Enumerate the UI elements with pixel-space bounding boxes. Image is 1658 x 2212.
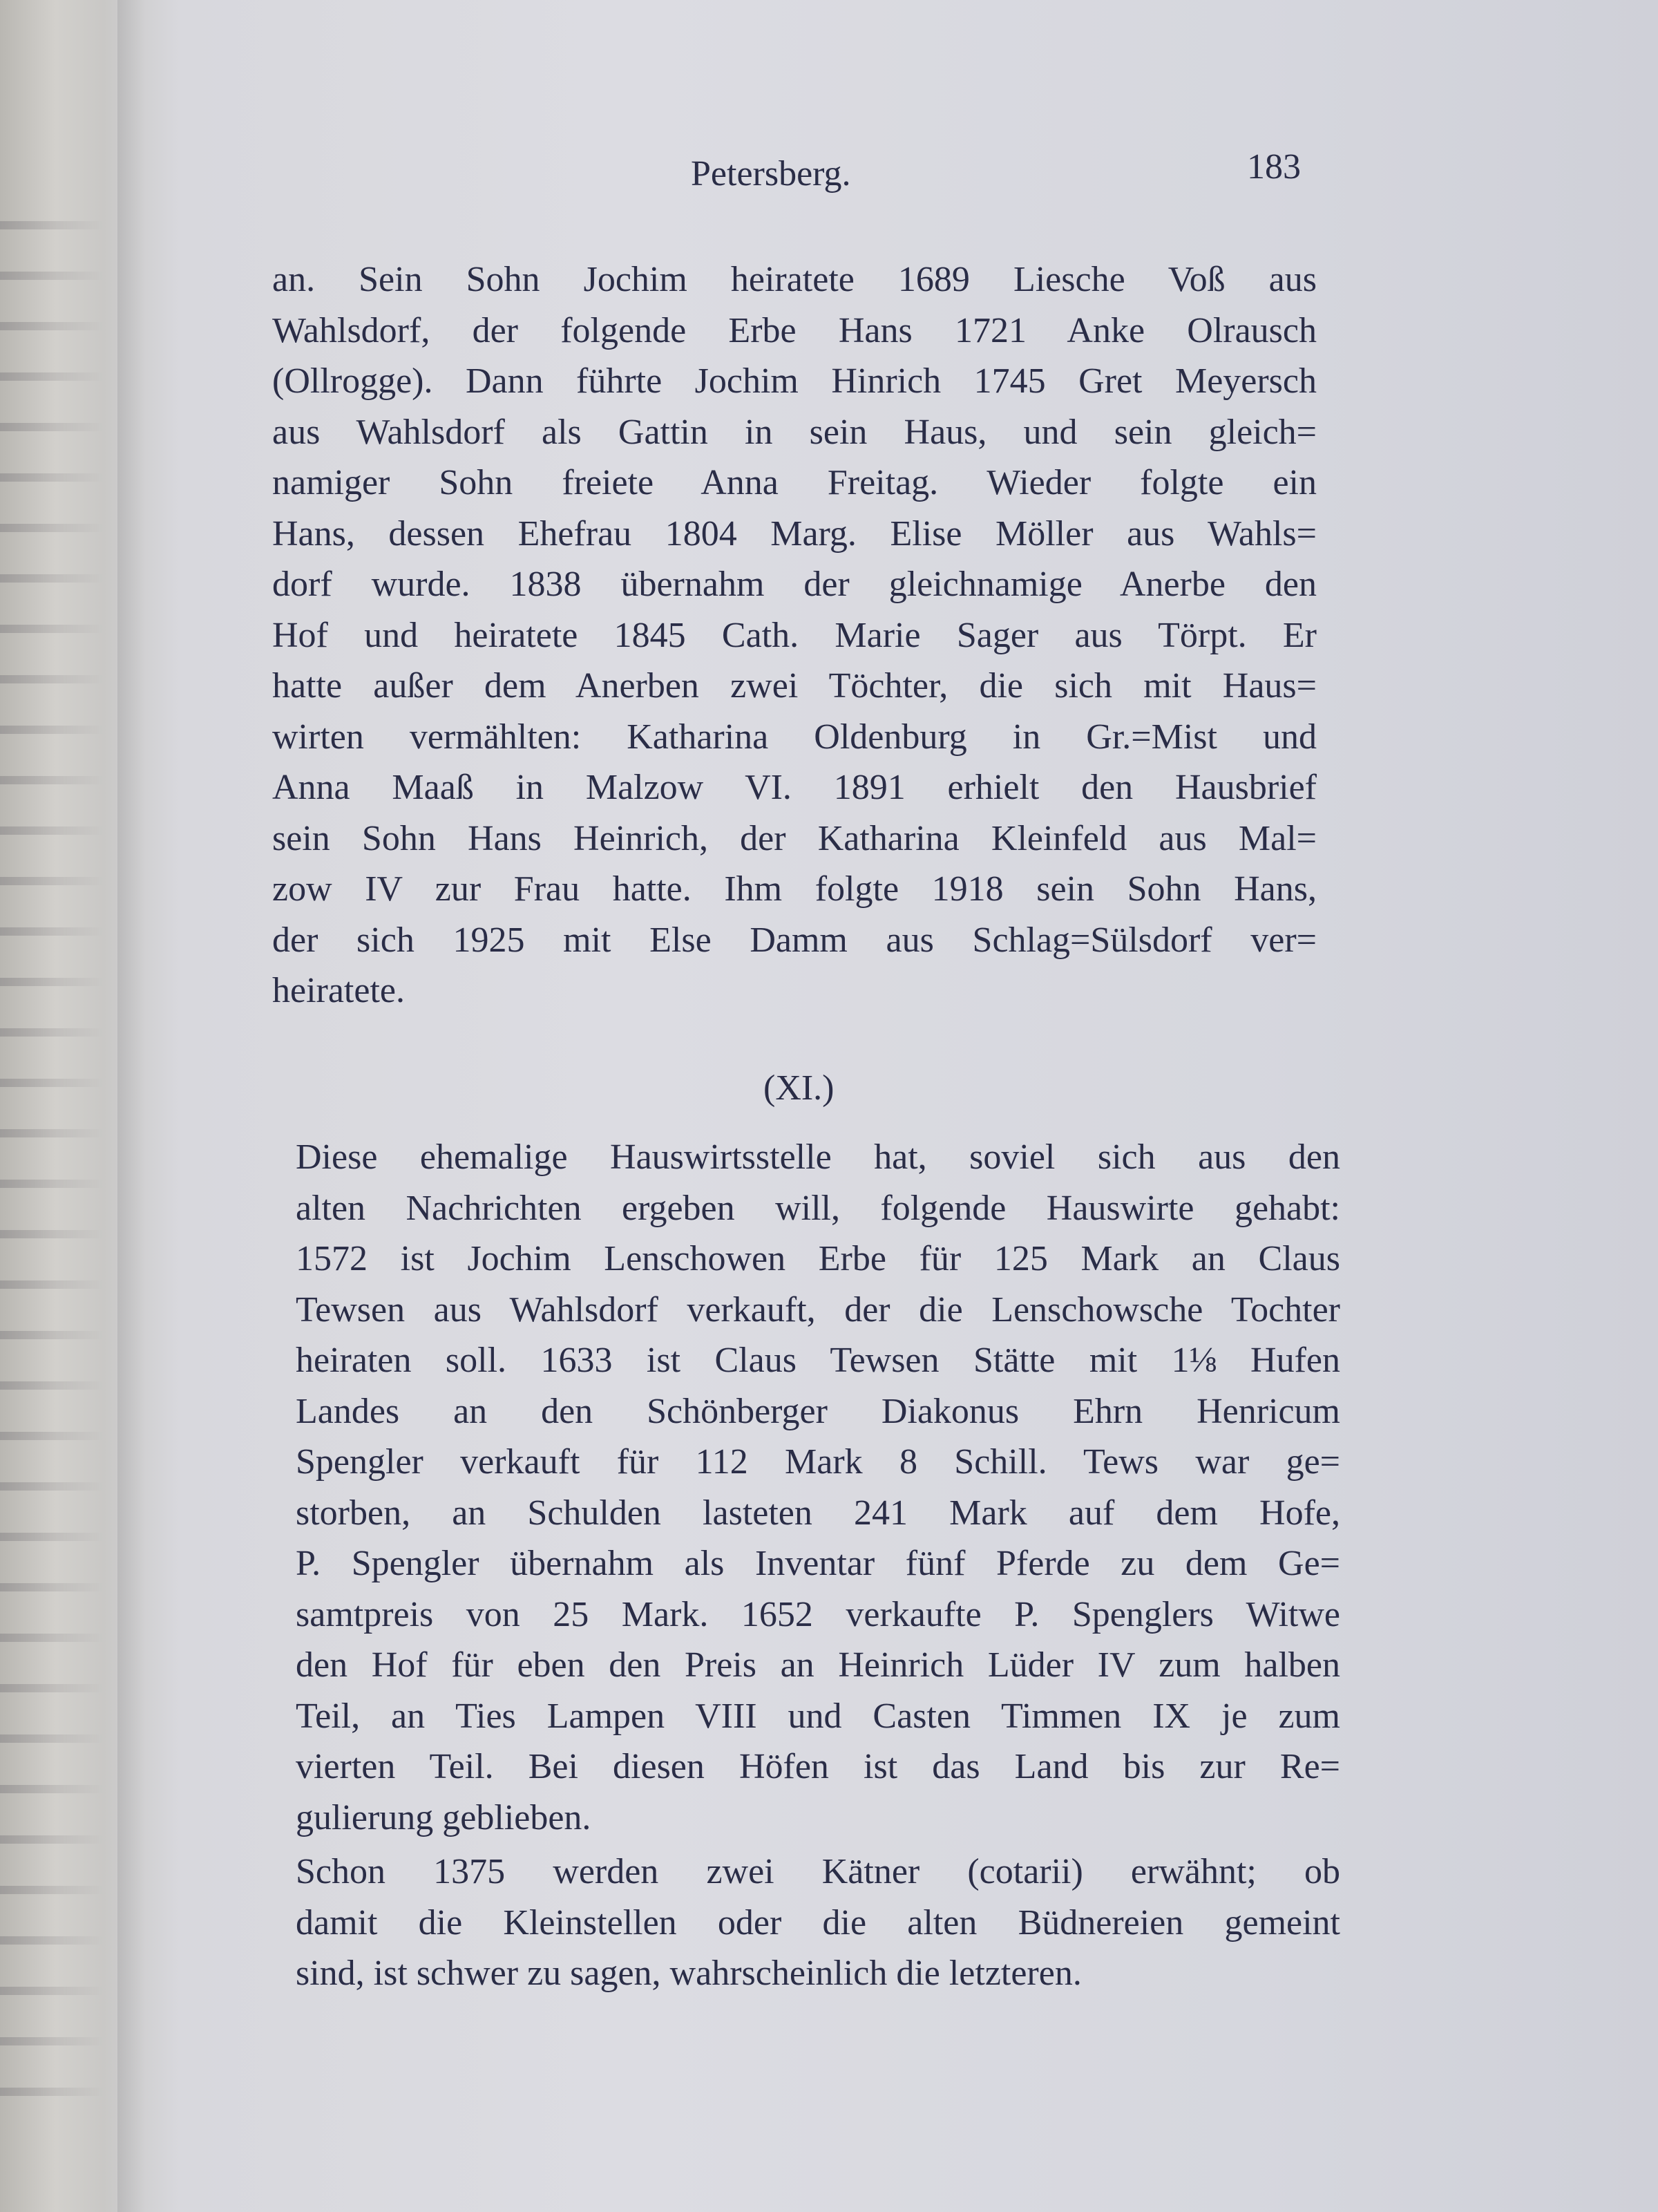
text-line: 1572 ist Jochim Lenschowen Erbe für 125 Mark an Claus (296, 1239, 1340, 1278)
text-line: Spengler verkauft für 112 Mark 8 Schill. Tews war ge= (296, 1442, 1340, 1482)
text-line: samtpreis von 25 Mark. 1652 verkaufte P. Spenglers Witwe (296, 1594, 1340, 1634)
text-line: damit die Kleinstellen oder die alten Büdnereien gemeint (296, 1902, 1340, 1942)
text-line: vierten Teil. Bei diesen Höfen ist das Land bis zur Re= (296, 1747, 1340, 1786)
text-line: Tewsen aus Wahlsdorf verkauft, der die Lenschowsche Tochter (296, 1289, 1340, 1330)
text-line: sein Sohn Hans Heinrich, der Katharina Kleinfeld aus Mal= (272, 818, 1317, 858)
running-header-title: Petersberg. (691, 154, 851, 193)
text-line: zow IV zur Frau hatte. Ihm folgte 1918 sein Sohn Hans, (272, 869, 1317, 909)
text-line: sind, ist schwer zu sagen, wahrscheinlich die letzteren. (296, 1954, 1082, 1993)
text-line: Landes an den Schönberger Diakonus Ehrn Henricum (296, 1391, 1340, 1431)
text-line: storben, an Schulden lasteten 241 Mark auf dem Hofe, (296, 1493, 1340, 1533)
text-line: wirten vermählten: Katharina Oldenburg in Gr.=Mist und (272, 717, 1317, 757)
text-line: (Ollrogge). Dann führte Jochim Hinrich 1745 Gret Meyersch (272, 361, 1317, 401)
text-line: Schon 1375 werden zwei Kätner (cotarii) erwähnt; ob (296, 1852, 1340, 1891)
text-line: den Hof für eben den Preis an Heinrich Lüder IV zum halben (296, 1645, 1340, 1685)
text-line: gulierung geblieben. (296, 1797, 591, 1837)
text-line: Anna Maaß in Malzow VI. 1891 erhielt den Hausbrief (272, 768, 1317, 807)
text-line: aus Wahlsdorf als Gattin in sein Haus, und sein gleich= (272, 412, 1317, 452)
text-line: alten Nachrichten ergeben will, folgende Hauswirte gehabt: (296, 1188, 1340, 1228)
text-line: der sich 1925 mit Else Damm aus Schlag=Sülsdorf ver= (272, 920, 1317, 960)
text-line: Diese ehemalige Hauswirtsstelle hat, soviel sich aus den (296, 1137, 1340, 1177)
text-line: hatte außer dem Anerben zwei Töchter, die sich mit Haus= (272, 666, 1317, 706)
text-line: P. Spengler übernahm als Inventar fünf Pferde zu dem Ge= (296, 1544, 1340, 1583)
text-line: Teil, an Ties Lampen VIII und Casten Timmen IX je zum (296, 1696, 1340, 1736)
paragraph-3 (296, 1846, 1340, 1999)
page-number: 183 (1247, 147, 1301, 187)
paragraph-1 (272, 254, 1317, 1017)
text-line: Hans, dessen Ehefrau 1804 Marg. Elise Möller aus Wahls= (272, 513, 1317, 554)
text-line: heiratete. (272, 971, 405, 1010)
text-line: dorf wurde. 1838 übernahm der gleichnamige Anerbe den (272, 565, 1317, 604)
text-line: an. Sein Sohn Jochim heiratete 1689 Liesche Voß aus (272, 260, 1317, 299)
text-line: heiraten soll. 1633 ist Claus Tewsen Stätte mit 1⅛ Hufen (296, 1341, 1340, 1380)
text-line: namiger Sohn freiete Anna Freitag. Wieder folgte ein (272, 463, 1317, 502)
facing-page-bleed (0, 193, 104, 2128)
book-gutter (117, 0, 145, 2212)
text-line: Wahlsdorf, der folgende Erbe Hans 1721 Anke Olrausch (272, 310, 1317, 350)
paragraph-2 (296, 1132, 1340, 1843)
text-line: Hof und heiratete 1845 Cath. Marie Sager aus Törpt. Er (272, 615, 1317, 655)
section-heading: (XI.) (763, 1068, 835, 1108)
